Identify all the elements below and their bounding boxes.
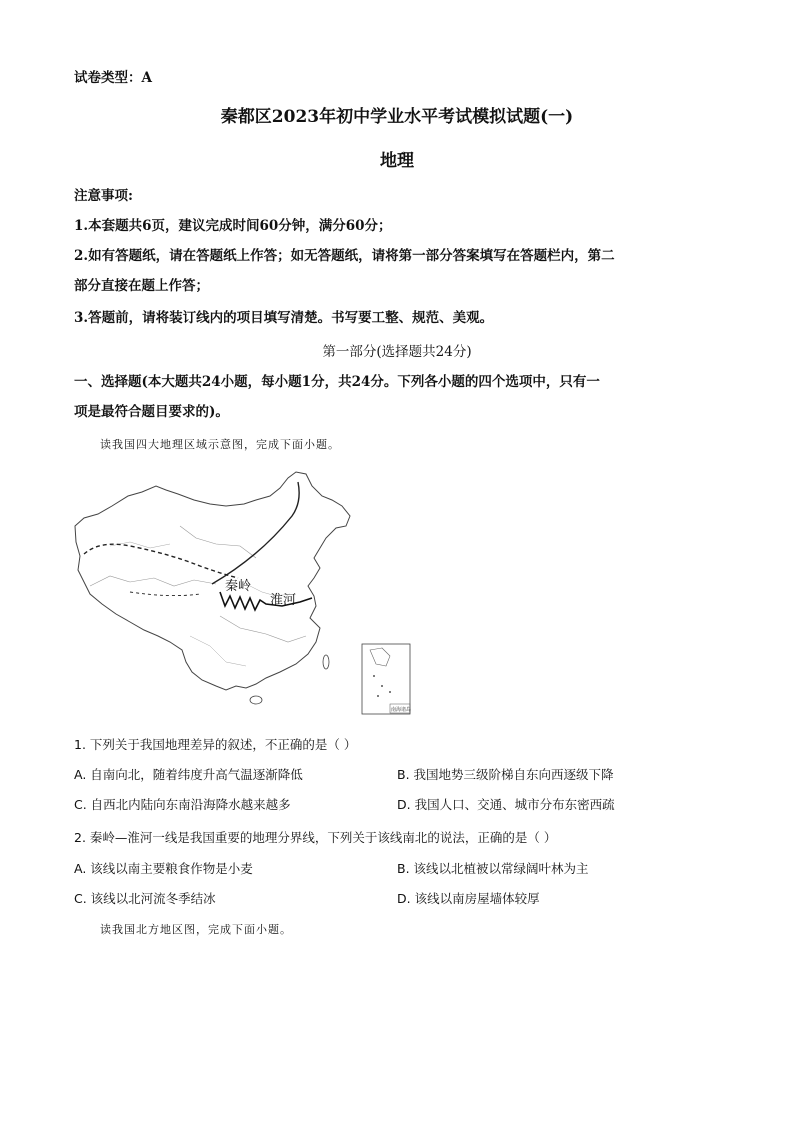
map-instruction: 读我国四大地理区域示意图，完成下面小题。 [100, 438, 340, 451]
region-boundary-dashed [84, 544, 238, 578]
page-title: 秦都区2023年初中学业水平考试模拟试题(一) [220, 107, 574, 127]
qinling-huaihe-line [220, 592, 312, 610]
note-item-2: 2.如有答题纸，请在答题纸上作答；如无答题纸，请将第一部分答案填写在答题栏内，第二 [74, 248, 615, 264]
section-heading-line1: 一、选择题(本大题共24小题，每小题1分，共24分。下列各小题的四个选项中，只有一 [74, 374, 600, 390]
q2-option-b[interactable]: B. 该线以北植被以常绿阔叶林为主 [397, 861, 589, 876]
q1-option-c[interactable]: C. 自西北内陆向东南沿海降水越来越多 [74, 797, 291, 812]
south-china-sea-inset [362, 644, 410, 714]
q1-option-b[interactable]: B. 我国地势三级阶梯自东向西逐级下降 [397, 767, 614, 782]
subject-title: 地理 [380, 151, 414, 171]
label-huaihe: 淮河 [270, 592, 297, 607]
label-qinling: 秦岭 [225, 578, 252, 593]
inset-caption: 南海诸岛 [391, 707, 412, 713]
q2-option-c[interactable]: C. 该线以北河流冬季结冰 [74, 891, 216, 906]
question-1-stem: 1. 下列关于我国地理差异的叙述，不正确的是（ ） [74, 737, 357, 752]
q1-option-d[interactable]: D. 我国人口、交通、城市分布东密西疏 [397, 797, 615, 812]
section-heading-line2: 项是最符合题目要求的)。 [74, 404, 229, 420]
note-item-1: 1.本套题共6页，建议完成时间60分钟，满分60分； [74, 218, 392, 234]
question-2-stem: 2. 秦岭—淮河一线是我国重要的地理分界线，下列关于该线南北的说法，正确的是（ ） [74, 830, 557, 845]
notes-heading: 注意事项: [74, 188, 133, 204]
china-regions-map [70, 466, 415, 718]
note-item-2-cont: 部分直接在题上作答； [74, 278, 209, 294]
q1-option-a[interactable]: A. 自南向北，随着纬度升高气温逐渐降低 [74, 767, 303, 782]
map-instruction-2: 读我国北方地区图，完成下面小题。 [100, 923, 292, 936]
q2-option-a[interactable]: A. 该线以南主要粮食作物是小麦 [74, 861, 253, 876]
note-item-3: 3.答题前，请将装订线内的项目填写清楚。书写要工整、规范、美观。 [74, 310, 494, 326]
part1-heading: 第一部分(选择题共24分) [322, 344, 472, 360]
region-boundary-solid [212, 482, 299, 584]
paper-type: 试卷类型：A [74, 70, 152, 86]
q2-option-d[interactable]: D. 该线以南房屋墙体较厚 [397, 891, 540, 906]
china-outline [75, 472, 350, 690]
